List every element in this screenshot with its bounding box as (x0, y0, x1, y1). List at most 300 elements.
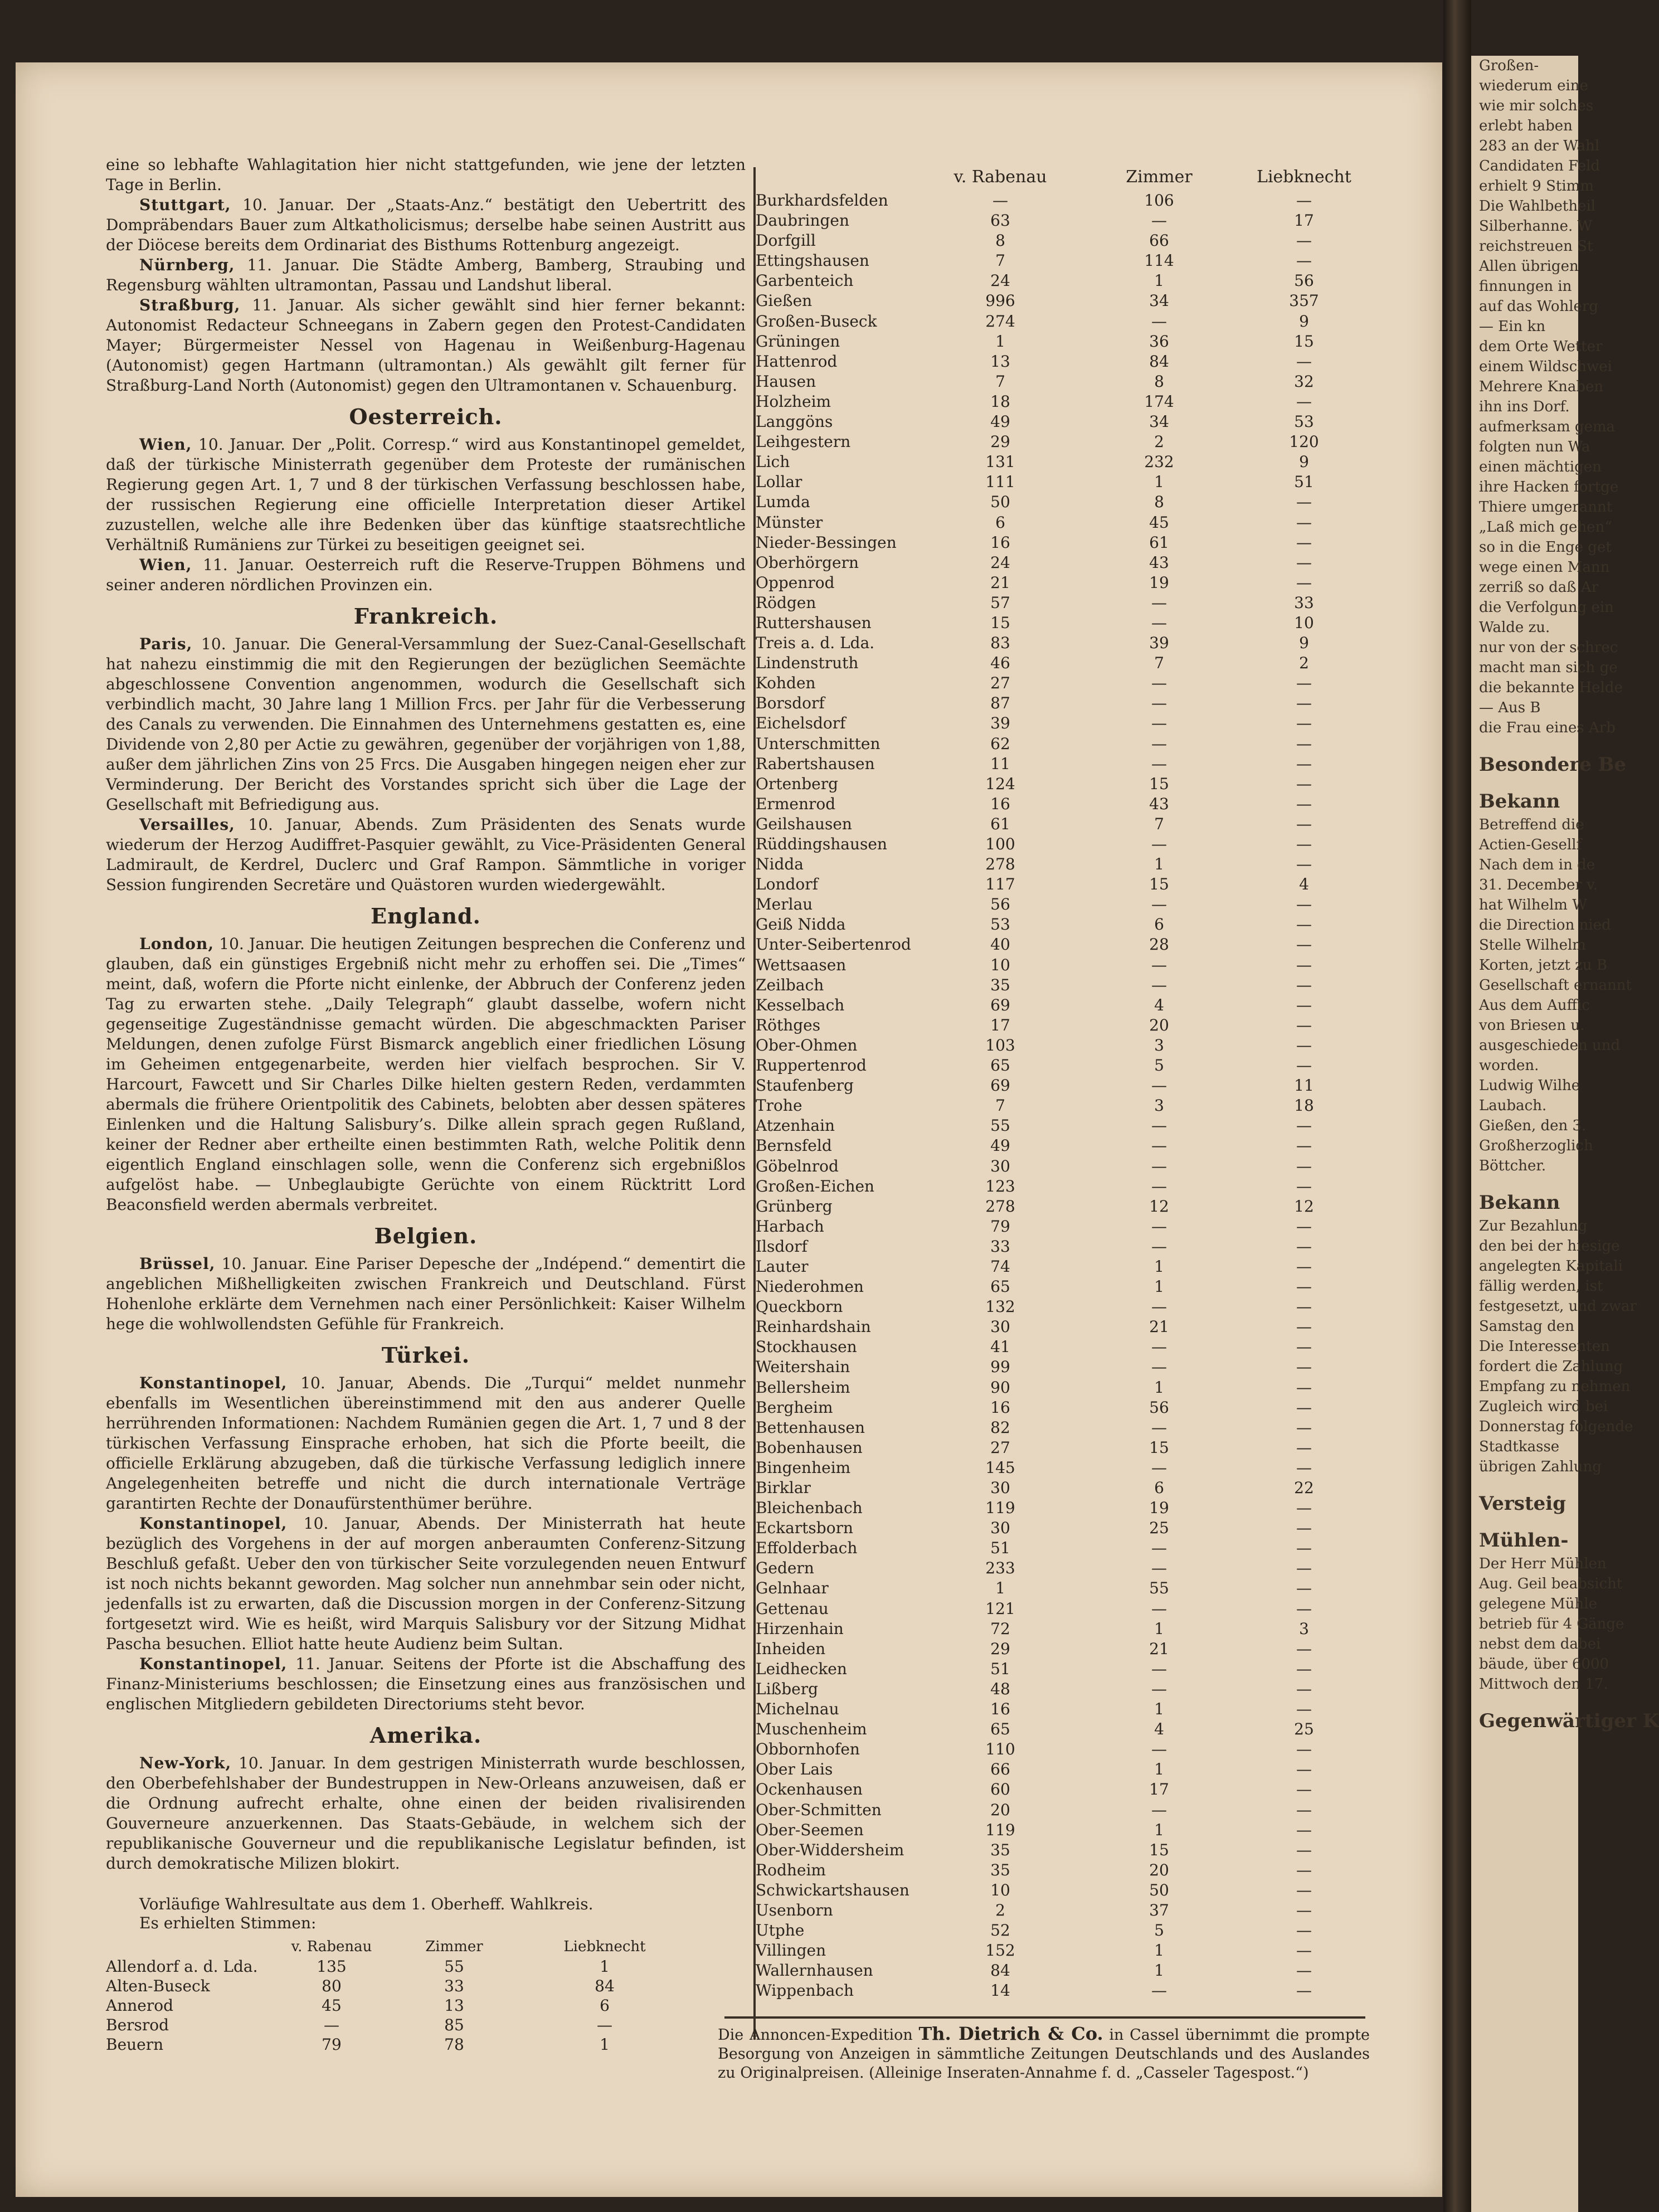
vote-count: 34 (1149, 291, 1169, 310)
place-name: Borsdorf (756, 694, 825, 713)
vote-count: 14 (990, 1981, 1010, 2000)
vote-count: 50 (1149, 1880, 1169, 1899)
vote-count: 16 (990, 533, 1010, 552)
vote-count: 233 (985, 1559, 1015, 1578)
small-table-header-cell: Zimmer (425, 1938, 483, 1955)
paragraph-text: 11. Januar. Die Städte Amberg, Bamberg, Straubing und Regensburg wählten ultramontan, Passau und Landshut liberal. (106, 256, 746, 294)
table-row (724, 573, 1365, 593)
vote-count: 51 (1294, 473, 1314, 492)
place-name: Eichelsdorf (756, 714, 846, 733)
vote-count: 84 (1149, 352, 1169, 371)
table-row (724, 854, 1365, 874)
vote-count: 8 (1154, 493, 1164, 512)
place-name: Ruttershausen (756, 613, 872, 632)
fragment-line: Walde zu. (1479, 619, 1550, 636)
vote-count: 33 (990, 1237, 1010, 1256)
table-row (724, 1156, 1365, 1177)
table-row (724, 1217, 1365, 1237)
place-name: Annerod (106, 1996, 174, 2015)
table-row (724, 472, 1365, 492)
vote-count: — (1296, 1740, 1312, 1759)
vote-count: 66 (1149, 231, 1169, 250)
news-paragraph (106, 1373, 746, 1514)
vote-count: — (1296, 1378, 1312, 1397)
fragment-line: Großen- (1479, 57, 1539, 74)
vote-count: 51 (990, 1659, 1010, 1678)
vote-count: 111 (985, 473, 1015, 492)
vote-count: 124 (985, 774, 1015, 793)
paragraph-text: 11. Januar. Oesterreich ruft die Reserve-Truppen Böhmens und seiner anderen nördlichen Provinzen ein. (106, 556, 746, 594)
vote-count: 110 (985, 1740, 1015, 1759)
table-row (724, 673, 1365, 693)
table-row (724, 633, 1365, 653)
vote-count: — (1296, 493, 1312, 512)
vote-count: 1 (995, 1579, 1005, 1598)
place-name: Lollar (756, 473, 802, 492)
fragment-line: Laubach. (1479, 1097, 1547, 1114)
place-name: Bergheim (756, 1398, 833, 1417)
vote-count: 4 (1299, 875, 1309, 894)
table-row (724, 1015, 1365, 1035)
place-name: Ober-Seemen (756, 1820, 864, 1839)
vote-count: 15 (990, 613, 1010, 632)
table-row (724, 1257, 1365, 1277)
fragment-line: Böttcher. (1479, 1158, 1546, 1174)
vote-count: 132 (985, 1297, 1015, 1316)
place-name: Schwickartshausen (756, 1880, 909, 1899)
vote-count: 49 (990, 412, 1010, 431)
news-paragraph (106, 1514, 746, 1654)
vote-count: — (1151, 1599, 1167, 1618)
fragment-line: den bei der hiesige (1479, 1238, 1620, 1255)
vote-count: 79 (990, 1217, 1010, 1236)
fragment-line: von Briesen u. (1479, 1017, 1585, 1034)
vote-count: — (1151, 1156, 1167, 1175)
vote-count: 27 (990, 674, 1010, 693)
results-caption (106, 1895, 746, 1933)
place-name: Oppenrod (756, 573, 835, 592)
fragment-line: Candidaten Feld (1479, 158, 1600, 174)
vote-count: 19 (1149, 1499, 1169, 1518)
vote-count: 30 (990, 1156, 1010, 1175)
table-row (724, 794, 1365, 814)
dateline-place: Konstantinopel, (139, 1374, 288, 1392)
vote-count: — (1151, 694, 1167, 713)
table-row (724, 1880, 1365, 1900)
vote-count: 53 (1294, 412, 1314, 431)
fragment-line: Aus dem Auffic (1479, 997, 1590, 1014)
fragment-line: gelegene Mühle (1479, 1596, 1597, 1612)
place-name: Niederohmen (756, 1277, 864, 1296)
fragment-line: 31. December v. (1479, 877, 1598, 893)
vote-count: 49 (990, 1136, 1010, 1155)
fragment-line: — Ein kn (1479, 318, 1546, 335)
vote-count: 232 (1144, 453, 1174, 471)
vote-count: 15 (1294, 332, 1314, 351)
dateline-place: Paris, (139, 635, 193, 653)
news-paragraph (106, 195, 746, 255)
vote-count: — (324, 2016, 339, 2034)
fragment-line: Silberhanne. W (1479, 218, 1593, 235)
place-name: Lindenstruth (756, 654, 859, 673)
vote-count: — (1296, 855, 1312, 874)
vote-count: 72 (990, 1619, 1010, 1638)
vote-count: 25 (1149, 1519, 1169, 1538)
place-name: Usenborn (756, 1900, 833, 1919)
vote-count: 5 (1154, 1921, 1164, 1940)
fragment-line: Empfang zu nehmen (1479, 1378, 1631, 1395)
vote-count: 20 (1149, 1015, 1169, 1034)
place-name: Bettenhausen (756, 1418, 865, 1437)
vote-count: 85 (444, 2016, 464, 2034)
vote-count: 3 (1154, 1035, 1164, 1054)
place-name: Grüningen (756, 332, 840, 351)
vote-count: 37 (1149, 1900, 1169, 1919)
vote-count: 39 (990, 714, 1010, 733)
place-name: Ortenberg (756, 774, 838, 793)
vote-count: — (1151, 754, 1167, 773)
place-name: Michelnau (756, 1700, 839, 1719)
vote-count: — (1296, 1277, 1312, 1296)
fragment-line: folgten nun Wa (1479, 439, 1590, 455)
small-table-header-cell: v. Rabenau (291, 1938, 372, 1955)
note-firm: Th. Dietrich & Co. (918, 2023, 1103, 2044)
place-name: Weitershain (756, 1358, 850, 1377)
fragment-line: betrieb für 4 Gänge (1479, 1616, 1624, 1632)
vote-count: — (1296, 513, 1312, 532)
vote-count: — (1296, 1438, 1312, 1457)
fragment-line: Nach dem in de (1479, 857, 1595, 873)
vote-count: 87 (990, 694, 1010, 713)
place-name: Atzenhain (756, 1116, 835, 1135)
vote-count: 18 (990, 392, 1010, 411)
table-row (724, 1136, 1365, 1156)
vote-count: — (1296, 352, 1312, 371)
vote-count: 40 (990, 935, 1010, 954)
fragment-line: bäude, über 6000 (1479, 1656, 1609, 1673)
place-name: Eckartsborn (756, 1519, 853, 1538)
vote-count: — (1296, 915, 1312, 934)
table-row (724, 533, 1365, 553)
fragment-line: die bekannte Helde (1479, 679, 1623, 696)
fragment-heading: Bekann (1479, 790, 1560, 813)
fragment-line: macht man sich ge (1479, 659, 1618, 676)
vote-count: — (1296, 1499, 1312, 1518)
fragment-line: Mehrere Knaben (1479, 378, 1604, 395)
vote-count: 3 (1154, 1096, 1164, 1115)
vote-count: — (1151, 674, 1167, 693)
table-row (724, 1840, 1365, 1860)
table-row (724, 1921, 1365, 1941)
vote-count: — (1296, 1900, 1312, 1919)
vote-count: 82 (990, 1418, 1010, 1437)
fragment-heading: Mühlen- (1479, 1529, 1569, 1552)
fragment-line: Die Wahlbetheil (1479, 198, 1596, 215)
place-name: Leidhecken (756, 1659, 847, 1678)
place-name: Hirzenhain (756, 1619, 844, 1638)
vote-count: 1 (600, 1957, 610, 1976)
table-row (724, 1860, 1365, 1880)
table-row (724, 1619, 1365, 1639)
place-name: Unterschmitten (756, 734, 880, 753)
vote-count: — (1151, 1116, 1167, 1135)
table-row (724, 1699, 1365, 1719)
fragment-line: wege einen Mann (1479, 559, 1610, 576)
vote-count: 16 (990, 794, 1010, 813)
place-name: Inheiden (756, 1639, 826, 1658)
fragment-line: Korten, jetzt zu B (1479, 957, 1608, 974)
adjacent-page-fragment (1471, 56, 1659, 2212)
vote-count: 1 (600, 2035, 610, 2054)
vote-count: — (1296, 191, 1312, 210)
vote-count: 33 (444, 1977, 464, 1995)
fragment-line: Gießen, den 3. (1479, 1117, 1587, 1134)
vote-count: — (1296, 1156, 1312, 1175)
vote-count: — (1296, 835, 1312, 853)
dateline-place: Versailles, (139, 815, 235, 834)
vote-count: — (1151, 1136, 1167, 1155)
vote-count: 48 (990, 1679, 1010, 1698)
vote-count: 3 (1299, 1619, 1309, 1638)
vote-count: 35 (990, 1840, 1010, 1859)
vote-count: — (1296, 975, 1312, 994)
vote-count: 63 (990, 211, 1010, 230)
place-name: Großen-Buseck (756, 312, 877, 330)
table-row (724, 1438, 1365, 1458)
fragment-line: 283 an der Wahl (1479, 138, 1600, 154)
table-row (724, 814, 1365, 834)
vote-count: — (1296, 955, 1312, 974)
table-row (724, 1478, 1365, 1498)
place-name: Effolderbach (756, 1539, 858, 1558)
vote-count: — (1151, 1177, 1167, 1195)
vote-count: 12 (1294, 1197, 1314, 1216)
vote-count: 121 (985, 1599, 1015, 1618)
vote-count: — (1151, 1539, 1167, 1558)
place-name: Gedern (756, 1559, 814, 1578)
news-column (106, 155, 746, 2054)
place-name: Rüddingshausen (756, 835, 887, 853)
fragment-line: erlebt haben (1479, 118, 1573, 134)
vote-count: — (1151, 1800, 1167, 1819)
vote-count: 57 (990, 593, 1010, 612)
vote-count: 4 (1154, 1720, 1164, 1739)
vote-count: 4 (1154, 995, 1164, 1014)
vote-count: — (1296, 1217, 1312, 1236)
vote-count: 21 (1149, 1639, 1169, 1658)
news-paragraph (106, 815, 746, 895)
table-row (724, 1578, 1365, 1598)
vote-count: 1 (1154, 1941, 1164, 1960)
vote-count: 90 (990, 1378, 1010, 1397)
vote-count: 55 (1149, 1579, 1169, 1598)
vote-count: — (1296, 1056, 1312, 1075)
table-row (724, 955, 1365, 975)
results-caption-line: Vorläufige Wahlresultate aus dem 1. Oberheff. Wahlkreis. (139, 1895, 593, 1913)
place-name: Holzheim (756, 392, 831, 411)
vote-count: 20 (1149, 1860, 1169, 1879)
vote-count: 1 (1154, 1961, 1164, 1980)
place-name: Leihgestern (756, 432, 851, 451)
vote-count: — (1296, 1116, 1312, 1135)
place-name: Beuern (106, 2035, 164, 2054)
table-row (724, 1780, 1365, 1800)
place-name: Garbenteich (756, 271, 854, 290)
table-row (724, 653, 1365, 673)
vote-count: 1 (1154, 1378, 1164, 1397)
table-row (724, 915, 1365, 935)
vote-count: — (1296, 1257, 1312, 1276)
vote-count: 9 (1299, 634, 1309, 653)
vote-count: 357 (1289, 291, 1319, 310)
table-row (724, 452, 1365, 472)
vote-count: 6 (1154, 915, 1164, 934)
vote-count: — (1296, 1840, 1312, 1859)
place-name: Obbornhofen (756, 1740, 860, 1759)
news-paragraph (106, 255, 746, 295)
table-row (106, 2035, 746, 2054)
paragraph-text: 10. Januar, Abends. Die „Turqui“ meldet nunmehr ebenfalls im Wesentlichen übereinstimmend mit den aus anderer Quelle herrührenden Informationen: Nachdem Rumänien gegen die Art. 1, 7 und 8 der türkischen Verfassung Einsprache erhoben, hat sich die Pforte beeilt, die officielle Erklärung abzugeben, daß die türkische Verfassung lediglich innere Angelegenheiten betreffe und nicht die durch internationale Verträge garantirten Rechte der Donaufürstenthümer berühre. (106, 1374, 746, 1513)
place-name: Nidda (756, 855, 804, 874)
place-name: Langgöns (756, 412, 833, 431)
vote-count: 174 (1144, 392, 1174, 411)
vote-count: — (1296, 231, 1312, 250)
vote-count: 19 (1149, 573, 1169, 592)
fragment-line: Der Herr Mühlen (1479, 1555, 1607, 1572)
vote-count: 16 (990, 1700, 1010, 1719)
vote-count: 28 (1149, 935, 1169, 954)
table-row (724, 1177, 1365, 1197)
small-table-header-cell: Liebknecht (563, 1938, 646, 1955)
vote-count: 7 (995, 372, 1005, 391)
table-row (106, 1976, 746, 1996)
vote-count: — (1296, 794, 1312, 813)
header-rabenau: v. Rabenau (953, 167, 1047, 187)
vote-count: 62 (990, 734, 1010, 753)
table-row (724, 1739, 1365, 1759)
vote-count: 1 (1154, 1700, 1164, 1719)
place-name: Geilshausen (756, 814, 852, 833)
place-name: Wallernhausen (756, 1961, 873, 1980)
table-row (724, 1337, 1365, 1357)
vote-count: — (1296, 1981, 1312, 2000)
vote-count: 8 (995, 231, 1005, 250)
vote-count: — (1296, 1177, 1312, 1195)
vote-count: 17 (990, 1015, 1010, 1034)
table-row (724, 774, 1365, 794)
vote-count: — (1151, 895, 1167, 914)
vote-count: 46 (990, 654, 1010, 673)
vote-count: 1 (1154, 1760, 1164, 1779)
vote-count: — (1296, 1679, 1312, 1698)
place-name: Ober-Widdersheim (756, 1840, 904, 1859)
vote-count: 79 (322, 2035, 342, 2054)
place-name: Ilsdorf (756, 1237, 807, 1256)
vote-count: 1 (1154, 1619, 1164, 1638)
vote-count: — (1151, 714, 1167, 733)
place-name: Reinhardshain (756, 1318, 871, 1336)
vote-count: — (1151, 1981, 1167, 2000)
place-name: Gettenau (756, 1599, 829, 1618)
section-heading: Belgien. (374, 1223, 478, 1248)
place-name: Lich (756, 453, 790, 471)
vote-count: 18 (1294, 1096, 1314, 1115)
place-name: Allendorf a. d. Lda. (106, 1957, 258, 1976)
table-row (724, 412, 1365, 432)
table-row (724, 1458, 1365, 1478)
paragraph-text: 11. Januar. Seitens der Pforte ist die Abschaffung des Finanz-Ministeriums beschlossen; die Einsetzung eines aus französischen und englischen Mitgliedern gebildeten Directoriums steht bevor. (106, 1655, 746, 1713)
news-paragraph (106, 1254, 746, 1334)
vote-count: 34 (1149, 412, 1169, 431)
table-row (724, 1418, 1365, 1438)
place-name: Burkhardsfelden (756, 191, 888, 210)
fragment-line: die Direction nied (1479, 917, 1611, 934)
vote-count: — (1296, 694, 1312, 713)
fragment-line: Die Interessenten (1479, 1338, 1610, 1355)
dateline-place: Straßburg, (139, 296, 241, 314)
table-row (724, 1639, 1365, 1659)
vote-count: 55 (444, 1957, 464, 1976)
section-heading: Frankreich. (353, 604, 498, 629)
vote-count: — (1151, 1076, 1167, 1095)
fragment-line: Allen übrigen (1479, 258, 1579, 275)
table-row (724, 553, 1365, 573)
fragment-line: Donnerstag folgende (1479, 1418, 1633, 1435)
table-row (724, 1518, 1365, 1538)
table-row (724, 251, 1365, 271)
paragraph-text: eine so lebhafte Wahlagitation hier nicht stattgefunden, wie jene der letzten Tage in Berlin. (106, 155, 746, 194)
vote-count: 56 (1149, 1398, 1169, 1417)
place-name: Bernsfeld (756, 1136, 832, 1155)
vote-count: — (1296, 734, 1312, 753)
fragment-line: finnungen in (1479, 278, 1572, 295)
vote-count: 43 (1149, 794, 1169, 813)
fragment-heading: Gegenwärtiger K (1479, 1710, 1659, 1732)
vote-count: 1 (1154, 1277, 1164, 1296)
table-row (724, 1558, 1365, 1578)
fragment-line: Großherzoglich (1479, 1137, 1593, 1154)
vote-count: 74 (990, 1257, 1010, 1276)
place-name: Wettsaasen (756, 955, 846, 974)
table-row (724, 1981, 1365, 2001)
place-name: Großen-Eichen (756, 1177, 875, 1195)
paragraph-text: 10. Januar, Abends. Der Ministerrath hat heute bezüglich des Vorgehens in der auf morgen anberaumten Conferenz-Sitzung Beschluß gefaßt. Ueber den von türkischer Seite vorzulegenden neuen Entwurf ist noch nichts bekannt geworden. Mag solcher nun annehmbar sein oder nicht, jedenfalls ist zu erwarten, daß die Discussion morgen in der Conferenz-Sitzung fortgesetzt wird. Wie es heißt, wird Marquis Salisbury vor der Sitzung Midhat Pascha besuchen. Elliot hatte heute Audienz beim Sultan. (106, 1514, 746, 1653)
vote-count: — (1296, 1237, 1312, 1256)
table-row (724, 1941, 1365, 1961)
place-name: Staufenberg (756, 1076, 854, 1095)
vote-count: — (1296, 995, 1312, 1014)
vote-count: 39 (1149, 634, 1169, 653)
vote-count: — (1296, 1398, 1312, 1417)
fragment-line: ihre Hacken fortge (1479, 479, 1619, 495)
vote-count: — (1296, 533, 1312, 552)
vote-count: 10 (990, 955, 1010, 974)
vote-count: 52 (990, 1921, 1010, 1940)
vote-count: 29 (990, 432, 1010, 451)
vote-count: — (1296, 754, 1312, 773)
fragment-line: wiederum eine (1479, 77, 1588, 94)
fragment-line: dem Orte Wetter (1479, 338, 1603, 355)
vote-count: 11 (1294, 1076, 1314, 1095)
vote-count: — (1151, 312, 1167, 330)
fragment-line: Gesellschaft ernannt (1479, 977, 1632, 994)
table-row (724, 352, 1365, 372)
vote-count: — (1296, 1015, 1312, 1034)
vote-count: 35 (990, 975, 1010, 994)
fragment-line: worden. (1479, 1057, 1539, 1074)
vote-count: — (1296, 895, 1312, 914)
results-caption-sub: Es erhielten Stimmen: (139, 1914, 317, 1932)
